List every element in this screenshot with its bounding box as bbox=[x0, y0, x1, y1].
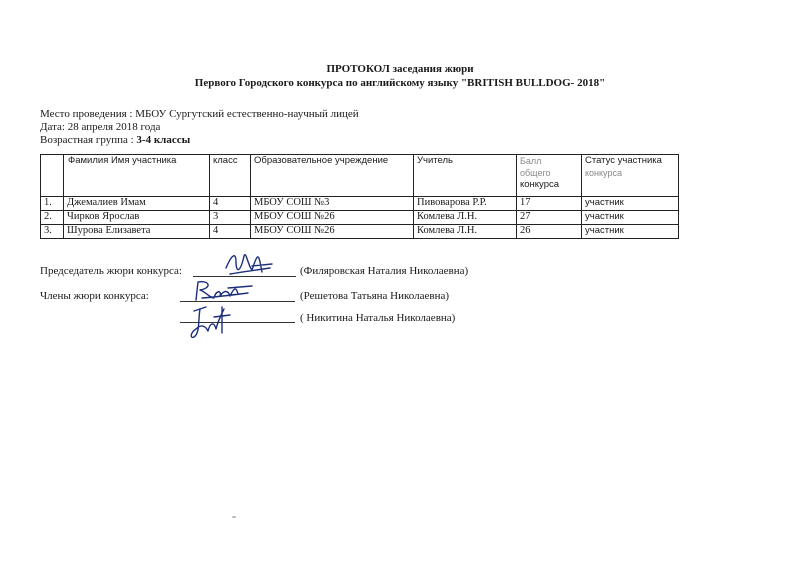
row-num: 1. bbox=[41, 197, 64, 211]
document-subtitle: Первого Городского конкурса по английскому языку "BRITISH BULLDOG- 2018" bbox=[194, 77, 606, 89]
row-class: 3 bbox=[210, 211, 251, 225]
jury-members-label: Члены жюри конкурса: bbox=[40, 290, 149, 302]
header-name: Фамилия Имя участника bbox=[64, 155, 210, 197]
header-score-line2: общего bbox=[520, 168, 551, 178]
header-score bbox=[517, 155, 582, 197]
row-status: участник bbox=[582, 211, 679, 225]
header-status-line2: конкурса bbox=[585, 168, 622, 178]
date-line: Дата: 28 апреля 2018 года bbox=[40, 121, 161, 133]
header-status bbox=[582, 155, 679, 197]
age-group-line bbox=[40, 134, 190, 147]
table-row bbox=[41, 197, 679, 211]
age-group-value: 3-4 классы bbox=[136, 134, 191, 146]
jury-member1-name: (Решетова Татьяна Николаевна) bbox=[300, 290, 450, 302]
header-teacher: Учитель bbox=[414, 155, 517, 197]
row-name: Шурова Елизавета bbox=[64, 225, 210, 239]
row-num: 3. bbox=[41, 225, 64, 239]
age-group-label: Возрастная группа : bbox=[40, 134, 137, 146]
row-name: Чирков Ярослав bbox=[64, 211, 210, 225]
document-title: ПРОТОКОЛ заседания жюри bbox=[326, 63, 474, 75]
row-score: 17 bbox=[517, 197, 582, 211]
row-school: МБОУ СОШ №3 bbox=[251, 197, 414, 211]
row-status: участник bbox=[582, 225, 679, 239]
scan-speck bbox=[232, 516, 236, 518]
header-num bbox=[41, 155, 64, 197]
jury-member2-name: ( Никитина Наталья Николаевна) bbox=[300, 312, 456, 324]
row-school: МБОУ СОШ №26 bbox=[251, 225, 414, 239]
header-school: Образовательное учреждение bbox=[251, 155, 414, 197]
header-class: класс bbox=[210, 155, 251, 197]
row-teacher: Комлева Л.Н. bbox=[414, 211, 517, 225]
row-class: 4 bbox=[210, 225, 251, 239]
table-row bbox=[41, 211, 679, 225]
chair-signature-icon bbox=[222, 248, 276, 282]
header-status-line1: Статус участника bbox=[585, 155, 662, 166]
row-teacher: Пивоварова Р.Р. bbox=[414, 197, 517, 211]
row-name: Джемалиев Имам bbox=[64, 197, 210, 211]
row-class: 4 bbox=[210, 197, 251, 211]
member2-signature-icon bbox=[188, 303, 232, 343]
row-school: МБОУ СОШ №26 bbox=[251, 211, 414, 225]
header-score-line1: Балл bbox=[520, 156, 542, 166]
row-score: 27 bbox=[517, 211, 582, 225]
table-row bbox=[41, 225, 679, 239]
row-teacher: Комлева Л.Н. bbox=[414, 225, 517, 239]
table-header-row bbox=[41, 155, 679, 197]
row-num: 2. bbox=[41, 211, 64, 225]
jury-chair-label: Председатель жюри конкурса: bbox=[40, 265, 182, 277]
member1-signature-icon bbox=[192, 278, 256, 304]
row-status: участник bbox=[582, 197, 679, 211]
jury-chair-name: (Филяровская Наталия Николаевна) bbox=[300, 265, 469, 277]
header-score-line3: конкурса bbox=[520, 179, 560, 190]
row-score: 26 bbox=[517, 225, 582, 239]
venue-line: Место проведения : МБОУ Сургутский естественно-научный лицей bbox=[40, 108, 359, 120]
results-table bbox=[40, 154, 679, 239]
